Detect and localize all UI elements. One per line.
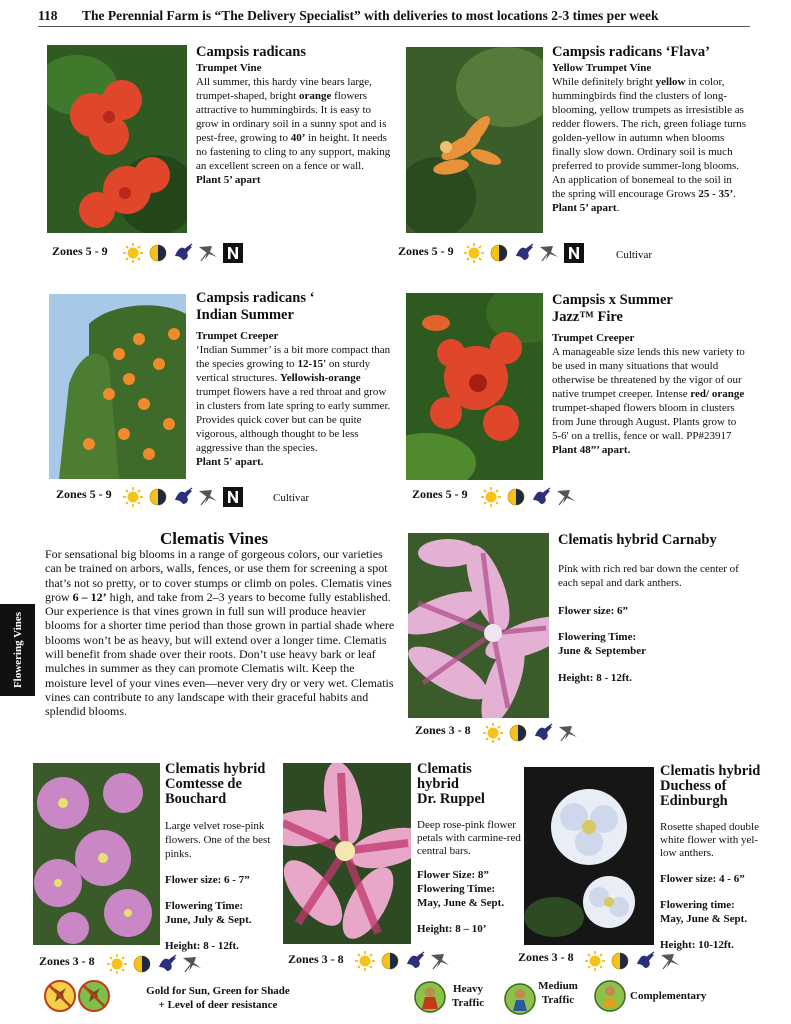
part-shade-icon bbox=[488, 242, 510, 264]
product-subtitle: Trumpet Creeper bbox=[552, 332, 635, 344]
hummingbird-icon bbox=[172, 486, 194, 508]
product-title-line-2: Jazz™ Fire bbox=[552, 309, 623, 325]
part-shade-icon bbox=[147, 486, 169, 508]
flowering-time-value: May, June & Sept. bbox=[417, 897, 505, 909]
flowering-time-label: Flowering Time: bbox=[558, 631, 637, 643]
legend-heavy-line-2: Traffic bbox=[451, 997, 485, 1009]
hummingbird-icon bbox=[404, 950, 426, 972]
product-description: Large velvet rose-pink flowers. One of the best pinks. bbox=[165, 820, 271, 860]
flowering-time-label: Flowering Time: bbox=[165, 900, 244, 912]
part-shade-icon bbox=[131, 953, 153, 975]
campsis-radicans-photo bbox=[47, 45, 187, 233]
header-text: The Perennial Farm is “The Delivery Specialist” with deliveries to most locations 2-3 times per week bbox=[82, 8, 659, 23]
native-icon bbox=[563, 242, 585, 264]
product-spacing: Plant 5’ apart. bbox=[552, 202, 620, 214]
zone-icons bbox=[122, 486, 244, 508]
legend-heavy-traffic bbox=[446, 982, 490, 1010]
product-title-line-2: Comtesse de bbox=[165, 776, 242, 792]
product-title: Campsis radicans ‘Flava’ bbox=[552, 44, 710, 60]
sun-icon bbox=[122, 242, 144, 264]
part-shade-icon bbox=[379, 950, 401, 972]
hummingbird-icon bbox=[532, 722, 554, 744]
shade-deer-badge-icon bbox=[78, 980, 110, 1012]
bird-icon bbox=[197, 486, 219, 508]
legend-medium-line-1: Medium bbox=[538, 980, 578, 992]
campsis-flava-photo bbox=[406, 47, 543, 233]
zone-icons bbox=[354, 950, 451, 972]
sun-icon bbox=[122, 486, 144, 508]
cultivar-label: Cultivar bbox=[273, 492, 310, 504]
zone-icons bbox=[106, 953, 203, 975]
section-heading: Clematis Vines bbox=[160, 529, 269, 548]
cultivar-label: Cultivar bbox=[616, 249, 653, 261]
complementary-icon bbox=[594, 980, 626, 1012]
part-shade-icon bbox=[609, 950, 631, 972]
part-shade-icon bbox=[507, 722, 529, 744]
product-description: Rosette shaped double white flower with yel-low anthers. bbox=[660, 821, 759, 859]
native-icon bbox=[222, 486, 244, 508]
product-spacing: Plant 5' apart. bbox=[196, 456, 264, 468]
plant-height: Height: 10-12ft. bbox=[660, 939, 734, 951]
zones-label: Zones 3 - 8 bbox=[518, 950, 574, 964]
sun-icon bbox=[106, 953, 128, 975]
campsis-summer-jazz-photo bbox=[406, 293, 543, 480]
flowering-time-value: June & September bbox=[558, 645, 646, 657]
product-title: Campsis radicans bbox=[196, 44, 306, 60]
bird-icon bbox=[659, 950, 681, 972]
legend-medium-traffic bbox=[534, 979, 582, 1007]
sun-icon bbox=[463, 242, 485, 264]
product-title-line-2: Duchess of bbox=[660, 778, 727, 794]
flowering-time-label: Flowering time: bbox=[660, 899, 735, 911]
clematis-carnaby-photo bbox=[408, 533, 549, 718]
bird-icon bbox=[538, 242, 560, 264]
sun-icon bbox=[482, 722, 504, 744]
product-description: All summer, this hardy vine bears large, trumpet-shaped, bright orange flowers attractive to hummingbirds. It is easy to grow in ordinary soil in a sunny spot and is pest-free, growing to 40’ in height. It needs no fastening to cling to any support, making an excellent screen on a fence or wall. bbox=[196, 76, 391, 172]
product-description: ‘Indian Summer’ is a bit more compact than the species growing to 12-15' on sturdy vertical structures. Yellowish-orange trumpet flowers have a red throat and grow in clusters from late spring to early summer. Provides quick cover but can be quite vigorous, although thought to be less aggressive than the species. bbox=[196, 344, 391, 454]
product-title-line-1: Clematis hybrid bbox=[165, 761, 266, 777]
clematis-ruppel-photo bbox=[283, 763, 411, 944]
section-intro: For sensational big blooms in a range of gorgeous colors, our varieties can be trained on arbors, walls, fences, or use them for screening a spot that’s not so pretty, or to cover stumps or climb on poles. Clematis vines grow 6 – 12’ high, and take from 2–3 years to become fully established. Our experience is that vines grown in full sun will produce heavier blooms for a shorter time period than those grown in partial shade where blooms won’t be as heavy, but will extend over a longer time. Clematis will benefit from shade over their roots. Don’t use heavy bark or leaf mulches in summer as they can promote Clematis wilt. Keep the moisture level of your vines even—never very dry or very wet. Clematis vines can contribute to any landscape with their graceful habits and splendid blooms. bbox=[45, 547, 395, 719]
product-title-line-2: hybrid bbox=[417, 776, 459, 792]
legend-medium-line-2: Traffic bbox=[541, 994, 575, 1006]
product-title-line-3: Dr. Ruppel bbox=[417, 791, 485, 807]
product-spacing: Plant 5’ apart bbox=[196, 174, 261, 186]
product-title-line-1: Clematis bbox=[417, 761, 472, 777]
zone-icons bbox=[463, 242, 585, 264]
flower-size: Flower size: 6” bbox=[558, 605, 629, 617]
product-title-line-1: Campsis radicans ‘ bbox=[196, 290, 315, 306]
zones-label: Zones 5 - 9 bbox=[56, 487, 112, 501]
zone-icons bbox=[482, 722, 579, 744]
hummingbird-icon bbox=[530, 486, 552, 508]
zones-label: Zones 5 - 9 bbox=[412, 487, 468, 501]
clematis-ruppel-info bbox=[417, 762, 522, 936]
product-description: A manageable size lends this new variety to be used in many situations that would otherwise be threatened by the vigor of our native trumpet creeper. Intense red/ orange trumpet-shaped flowers bloom in clusters from June through August. Plants grow to 5-6' on a trellis, fence or wall. PP#23917 bbox=[552, 346, 745, 442]
sun-icon bbox=[354, 950, 376, 972]
bird-icon bbox=[429, 950, 451, 972]
page-number: 118 bbox=[38, 8, 58, 23]
zone-icons bbox=[480, 486, 577, 508]
zones-label: Zones 3 - 8 bbox=[288, 952, 344, 966]
campsis-indian-summer-info bbox=[196, 290, 396, 469]
bird-icon bbox=[181, 953, 203, 975]
product-title-line-3: Edinburgh bbox=[660, 793, 728, 809]
clematis-comtesse-info bbox=[165, 762, 280, 953]
zones-label: Zones 3 - 8 bbox=[39, 954, 95, 968]
clematis-carnaby-info bbox=[558, 532, 750, 685]
product-spacing: Plant 48”’ apart. bbox=[552, 444, 631, 456]
sun-icon bbox=[480, 486, 502, 508]
plant-height: Height: 8 - 12ft. bbox=[165, 940, 239, 952]
side-tab bbox=[0, 604, 35, 696]
page-header bbox=[38, 6, 750, 26]
flower-size: Flower size: 4 - 6” bbox=[660, 873, 745, 885]
campsis-radicans-info bbox=[196, 44, 396, 187]
zone-icons bbox=[122, 242, 244, 264]
hummingbird-icon bbox=[634, 950, 656, 972]
product-title-line-1: Campsis x Summer bbox=[552, 292, 673, 308]
zones-label: Zones 5 - 9 bbox=[52, 244, 108, 258]
product-subtitle: Trumpet Creeper bbox=[196, 330, 279, 342]
sun-deer-badge-icon bbox=[44, 980, 76, 1012]
flowering-time-value: May, June & Sept. bbox=[660, 913, 748, 925]
heavy-traffic-icon bbox=[414, 981, 446, 1013]
product-title-line-1: Clematis hybrid bbox=[660, 763, 761, 779]
flowering-time-value: June, July & Sept. bbox=[165, 914, 252, 926]
plant-height: Height: 8 - 12ft. bbox=[558, 672, 632, 684]
clematis-duchess-photo bbox=[524, 767, 654, 945]
sun-icon bbox=[584, 950, 606, 972]
legend-line-1: Gold for Sun, Green for Shade bbox=[146, 985, 290, 997]
part-shade-icon bbox=[505, 486, 527, 508]
product-description: While definitely bright yellow in color, hummingbirds find the clusters of long-blooming, yellow trumpets as irresistible as redder flowers. The rich, green foliage turns golden-yellow in autumn when blooms finally slow down. Ordinary soil is much preferred to provide summer-long blooms. An application of bonemeal to the soil in the spring will encourage Grows 25 - 35’. bbox=[552, 76, 747, 200]
campsis-indian-summer-photo bbox=[49, 294, 186, 479]
hummingbird-icon bbox=[513, 242, 535, 264]
bird-icon bbox=[557, 722, 579, 744]
clematis-duchess-info bbox=[660, 764, 770, 952]
side-tab-label: Flowering Vines bbox=[11, 611, 24, 689]
part-shade-icon bbox=[147, 242, 169, 264]
product-title: Clematis hybrid Carnaby bbox=[558, 532, 717, 548]
product-subtitle: Yellow Trumpet Vine bbox=[552, 62, 652, 74]
product-title-line-3: Bouchard bbox=[165, 791, 227, 807]
flowering-time-label: Flowering Time: bbox=[417, 883, 496, 895]
product-description: Pink with rich red bar down the center of each sepal and dark anthers. bbox=[558, 563, 739, 589]
flower-size: Flower size: 6 - 7” bbox=[165, 874, 250, 886]
native-icon bbox=[222, 242, 244, 264]
plant-height: Height: 8 – 10’ bbox=[417, 923, 487, 935]
legend-complementary: Complementary bbox=[630, 990, 707, 1002]
medium-traffic-icon bbox=[504, 983, 536, 1015]
bird-icon bbox=[555, 486, 577, 508]
campsis-summer-jazz-info bbox=[552, 292, 747, 457]
legend-line-2: + Level of deer resistance bbox=[158, 999, 278, 1011]
hummingbird-icon bbox=[156, 953, 178, 975]
clematis-comtesse-photo bbox=[33, 763, 160, 945]
flower-size: Flower Size: 8” bbox=[417, 869, 489, 881]
zone-icons bbox=[584, 950, 681, 972]
legend-sun-shade bbox=[138, 984, 298, 1012]
header-divider bbox=[38, 26, 750, 27]
product-description: Deep rose-pink flower petals with carmine-red central bars. bbox=[417, 819, 521, 857]
zones-label: Zones 3 - 8 bbox=[415, 723, 471, 737]
legend-heavy-line-1: Heavy bbox=[453, 983, 483, 995]
product-title-line-2: Indian Summer bbox=[196, 307, 294, 323]
product-subtitle: Trumpet Vine bbox=[196, 62, 262, 74]
bird-icon bbox=[197, 242, 219, 264]
campsis-flava-info bbox=[552, 44, 747, 215]
hummingbird-icon bbox=[172, 242, 194, 264]
zones-label: Zones 5 - 9 bbox=[398, 244, 454, 258]
